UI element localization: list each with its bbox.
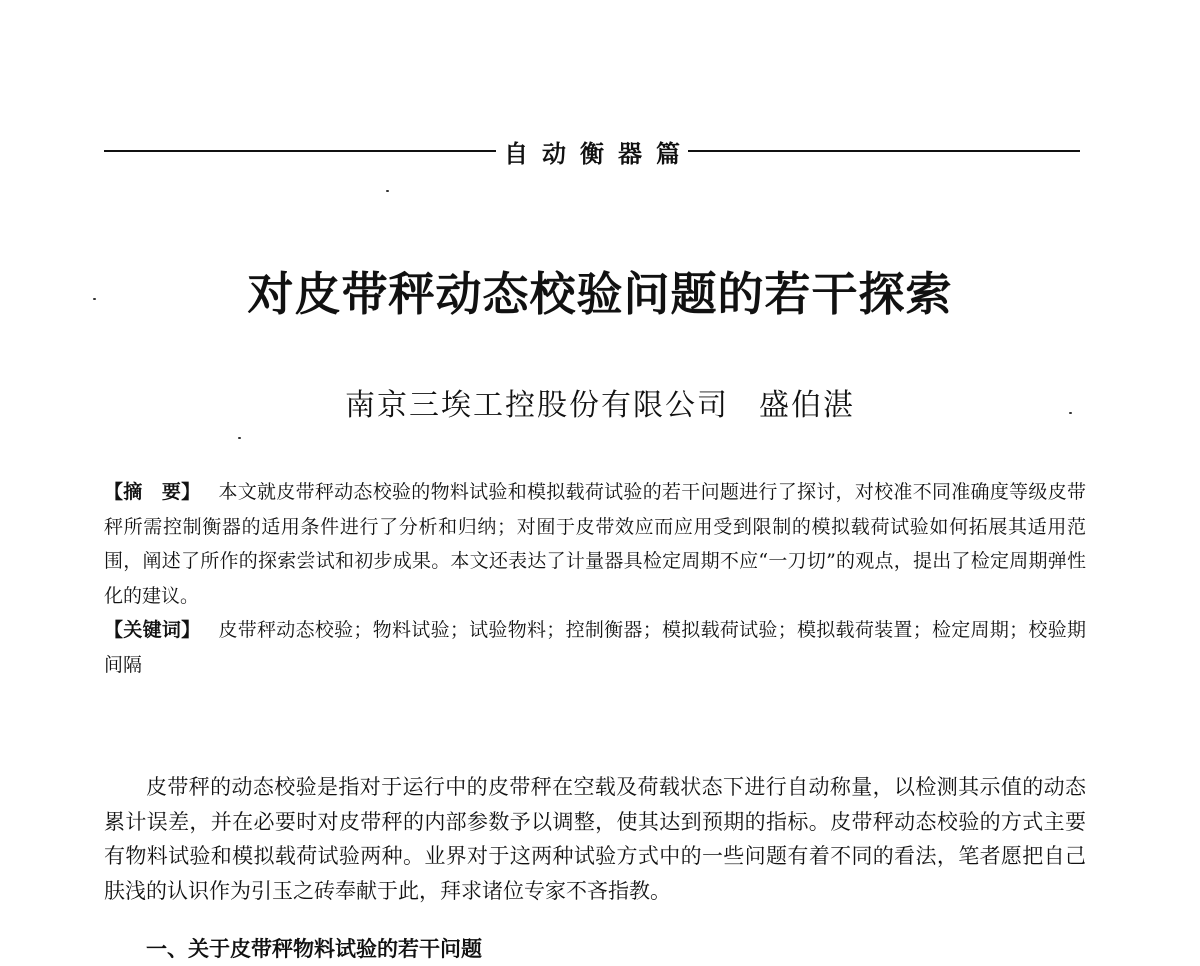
abstract-block <box>104 475 1086 682</box>
body-paragraph: 皮带秤的动态校验是指对于运行中的皮带秤在空载及荷载状态下进行自动称量，以检测其示值的动态累计误差，并在必要时对皮带秤的内部参数予以调整，使其达到预期的指标。皮带秤动态校验的方式主要有物料试验和模拟载荷试验两种。业界对于这两种试验方式中的一些问题有着不同的看法，笔者愿把自己肤浅的认识作为引玉之砖奉献于此，拜求诸位专家不吝指教。 <box>104 775 1086 903</box>
header-rule-right <box>688 150 1080 152</box>
abstract-label: 【摘 要】 <box>104 481 201 503</box>
scan-speck <box>238 437 241 439</box>
body-text <box>104 770 1086 908</box>
paper-title: 对皮带秤动态校验问题的若干探索 <box>247 267 953 321</box>
section-header <box>104 134 1080 168</box>
keywords-label: 【关键词】 <box>104 619 201 641</box>
scan-speck <box>386 190 389 192</box>
affiliation: 南京三埃工控股份有限公司 <box>345 388 729 423</box>
section-heading-1: 一、关于皮带秤物料试验的若干问题 <box>146 936 482 961</box>
section-header-label: 自动衡器篇 <box>504 138 694 168</box>
header-rule-left <box>104 150 496 152</box>
keywords-text: 皮带秤动态校验；物料试验；试验物料；控制衡器；模拟载荷试验；模拟载荷装置；检定周期；校验期间隔 <box>104 619 1086 676</box>
scan-speck <box>93 298 96 300</box>
abstract <box>104 475 1086 613</box>
keywords <box>104 613 1086 682</box>
author-name: 盛伯湛 <box>759 388 855 423</box>
scan-speck <box>1069 412 1072 414</box>
abstract-text: 本文就皮带秤动态校验的物料试验和模拟载荷试验的若干问题进行了探讨，对校准不同准确度等级皮带秤所需控制衡器的适用条件进行了分析和归纳；对囿于皮带效应而应用受到限制的模拟载荷试验如何拓展其适用范围，阐述了所作的探索尝试和初步成果。本文还表达了计量器具检定周期不应“一刀切”的观点，提出了检定周期弹性化的建议。 <box>104 481 1086 607</box>
author-line <box>0 380 1200 424</box>
